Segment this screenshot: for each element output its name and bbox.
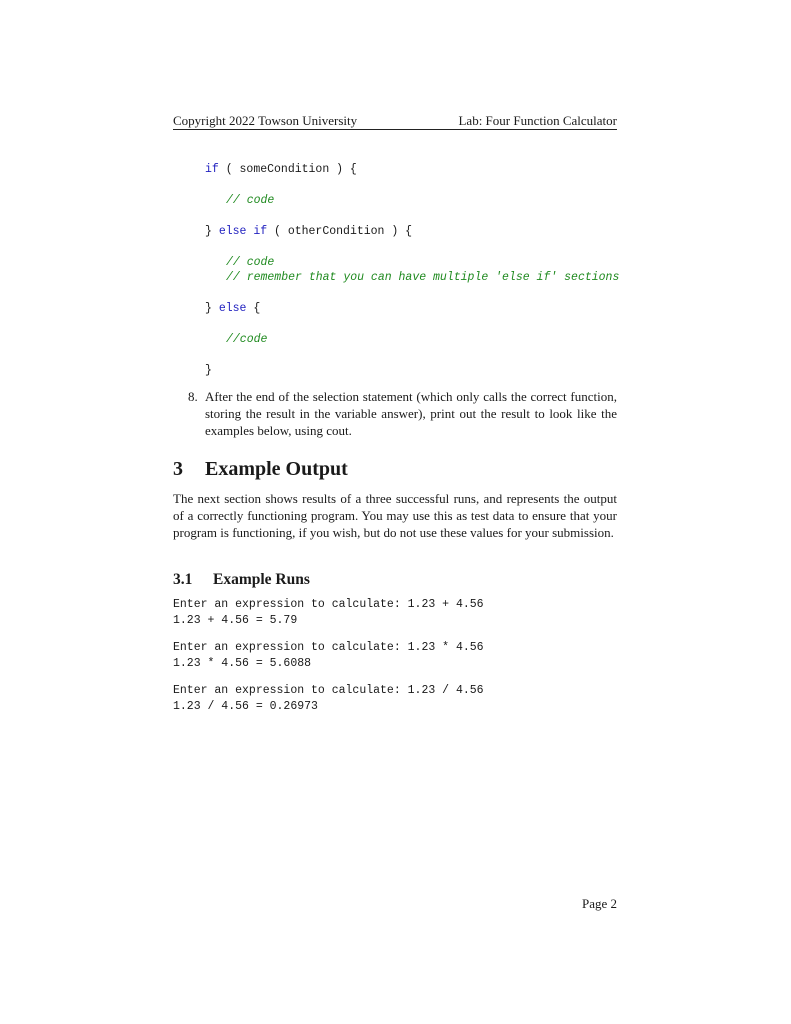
page-number: Page 2 [581,896,617,911]
list-item-text: After the end of the selection statement (which only calls the correct function, storing the result in the variable answer), print out the result to look like the examples below, using cout. [205,389,617,438]
section-number: 3 [173,458,183,480]
code-line-if [205,162,357,178]
code-comment: // code [226,256,275,269]
header-lab-title: Lab: Four Function Calculator [458,113,617,128]
example-runs [173,597,484,726]
section-title: Example Output [205,458,348,480]
code-text: } [205,302,219,315]
code-keyword: else [218,302,247,315]
code-comment: // remember that you can have multiple 'else if' sections [226,271,620,284]
code-keyword: else if [218,225,268,238]
code-text: } [205,225,219,238]
code-keyword: if [205,163,219,176]
run-prompt: Enter an expression to calculate: 1.23 + 4.56 [173,598,484,611]
run-result: 1.23 / 4.56 = 0.26973 [173,699,318,713]
code-text: ( otherCondition ) { [267,225,413,238]
header-copyright: Copyright 2022 Towson University [173,113,358,128]
code-comment: //code [226,333,268,346]
code-line-else [205,301,260,317]
example-run [173,683,484,714]
example-run [173,597,484,628]
list-item-number: 8. [188,389,198,404]
code-closing-brace: } [205,364,212,377]
code-comment: // code [226,194,275,207]
run-result: 1.23 + 4.56 = 5.79 [173,613,298,627]
code-line-else-if [205,224,412,240]
section-paragraph: The next section shows results of a three successful runs, and represents the output of a correctly functioning program. You may use this as test data to ensure that your program is functioning, if you wish, but do not use these values for your submission. [173,491,617,540]
code-text: ( someCondition ) { [218,163,357,176]
page-header [173,113,617,130]
subsection-number: 3.1 [173,571,193,588]
run-prompt: Enter an expression to calculate: 1.23 * 4.56 [173,641,484,654]
example-run [173,640,484,671]
run-prompt: Enter an expression to calculate: 1.23 / 4.56 [173,684,484,697]
subsection-heading [173,570,310,590]
section-heading [173,456,348,482]
run-result: 1.23 * 4.56 = 5.6088 [173,656,312,670]
subsection-title: Example Runs [213,571,310,588]
code-text: { [246,302,261,315]
